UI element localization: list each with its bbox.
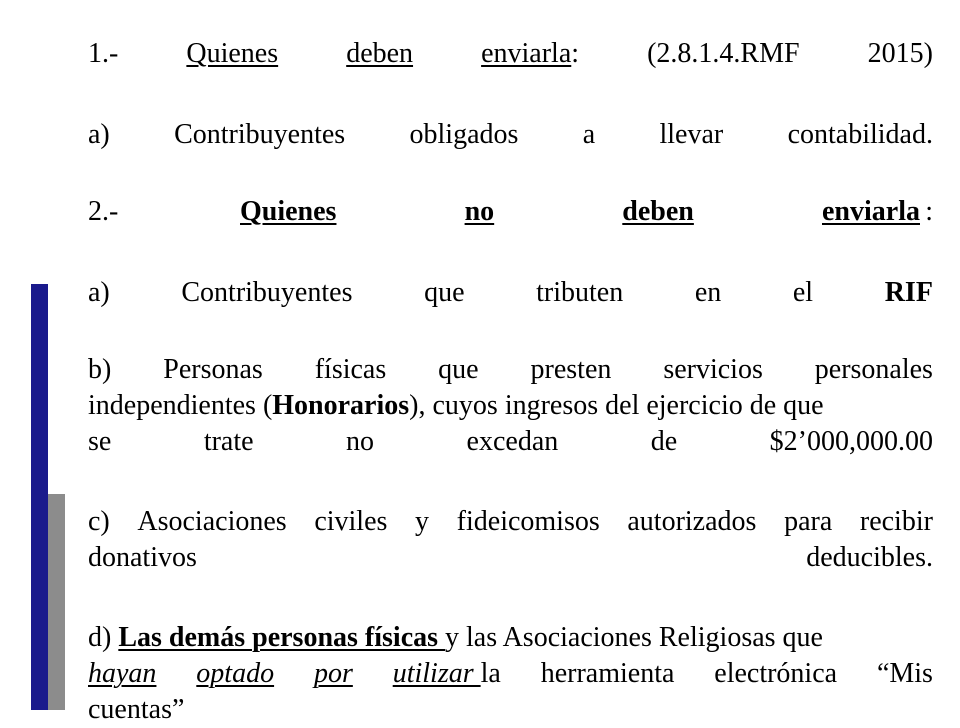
item-2-number: 2.- (88, 196, 119, 227)
word: excedan (466, 426, 559, 457)
item-2-title (240, 194, 920, 230)
word: obligados (409, 119, 519, 150)
word: la (480, 658, 501, 689)
word: Contribuyentes (181, 277, 353, 308)
accent-bar-blue (31, 284, 48, 710)
word: a (582, 119, 596, 150)
word: recibir (859, 506, 933, 537)
italic-word: optado (196, 658, 275, 689)
item-2a (88, 275, 933, 311)
word: que (424, 277, 465, 308)
item-1-title-word: enviarla (481, 38, 572, 69)
text-run: d) (88, 622, 119, 653)
word: electrónica (714, 658, 838, 689)
word: que (438, 354, 479, 385)
item-2b-line-1 (88, 352, 933, 388)
item-2c-line-1 (88, 504, 933, 540)
item-2b-line-2 (88, 388, 933, 424)
item-1-title-word: deben (346, 38, 414, 69)
word: cuentas” (88, 694, 185, 725)
italic-word: utilizar (392, 658, 481, 689)
amount: $2’000,000.00 (769, 426, 933, 457)
item-2-title-word: no (464, 196, 495, 227)
item-2c-line-2 (88, 540, 933, 576)
word: llevar (659, 119, 724, 150)
item-1-year: 2015) (867, 38, 933, 69)
item-2d-line-3 (88, 692, 933, 728)
item-1-heading (88, 36, 933, 72)
item-1-title-word: Quienes (186, 38, 279, 69)
word: no (346, 426, 375, 457)
item-1-reference: (2.8.1.4.RMF (647, 38, 800, 69)
item-2-title-word: deben (622, 196, 694, 227)
word: servicios (663, 354, 763, 385)
item-1-title-end (481, 36, 579, 72)
word: donativos (88, 542, 197, 573)
item-2-title-word: enviarla (822, 196, 920, 227)
honorarios-keyword: Honorarios (272, 390, 410, 421)
text-run: independientes ( (88, 390, 273, 421)
accent-bar-gray (48, 494, 65, 710)
word: Asociaciones (137, 506, 287, 537)
italic-word: por (313, 658, 353, 689)
word: Contribuyentes (174, 119, 346, 150)
word: el (792, 277, 814, 308)
text-run: y las Asociaciones Religiosas que (445, 622, 823, 653)
word: se (88, 426, 112, 457)
word: Personas (163, 354, 263, 385)
word: tributen (536, 277, 624, 308)
demas-personas-keyword: Las demás personas físicas (118, 622, 446, 653)
item-1-number: 1.- (88, 38, 119, 69)
item-2d-line-1 (88, 620, 933, 656)
word: personales (814, 354, 933, 385)
word: b) (88, 354, 112, 385)
item-1-colon: : (571, 38, 580, 69)
item-2-title-word: Quienes (240, 196, 337, 227)
item-2d-line-2 (88, 656, 933, 692)
word: deducibles. (806, 542, 933, 573)
word: trate (203, 426, 254, 457)
word: en (694, 277, 722, 308)
item-1a (88, 117, 933, 153)
italic-word: hayan (88, 658, 157, 689)
word: herramienta (540, 658, 675, 689)
word: de (650, 426, 678, 457)
item-2-heading (88, 194, 933, 230)
item-2-colon: : (925, 196, 933, 227)
word: “Mis (876, 658, 933, 689)
text-run: ), cuyos ingresos del ejercicio de que (409, 390, 824, 421)
word: fideicomisos (456, 506, 600, 537)
rif-keyword: RIF (884, 277, 933, 308)
word: autorizados (627, 506, 757, 537)
word: a) (88, 119, 110, 150)
word: civiles (314, 506, 388, 537)
item-2b-line-3 (88, 424, 933, 460)
word: y (415, 506, 430, 537)
word: presten (530, 354, 612, 385)
word: a) (88, 277, 110, 308)
word-group (393, 656, 501, 692)
word: para (784, 506, 833, 537)
word: contabilidad. (787, 119, 933, 150)
word: físicas (314, 354, 387, 385)
word: c) (88, 506, 110, 537)
